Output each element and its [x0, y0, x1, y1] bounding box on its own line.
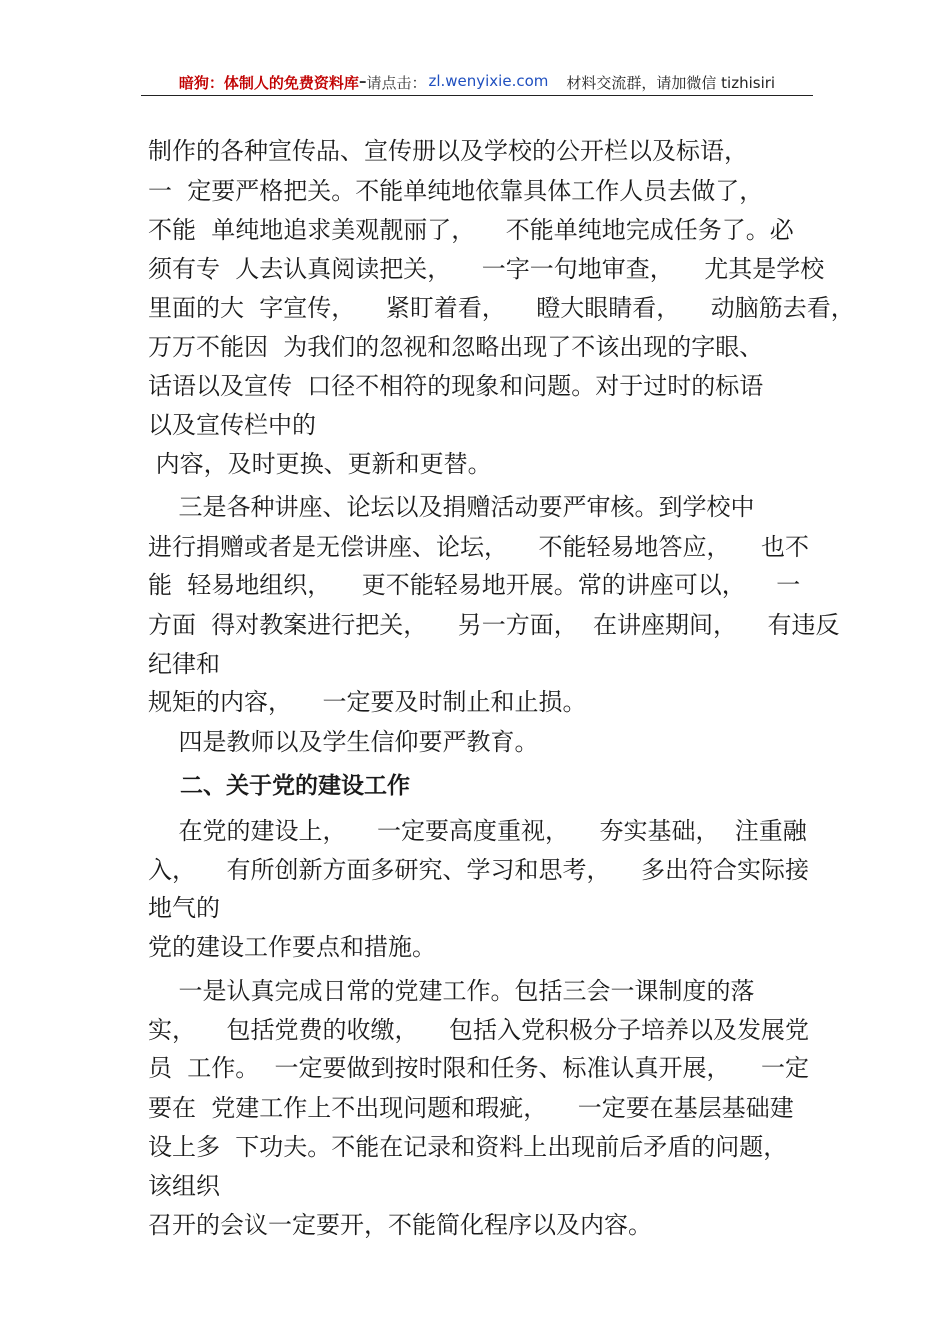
body-line: 话语以及宣传 口径不相符的现象和问题。对于过时的标语 [148, 372, 764, 400]
body-line: 实， 包括党费的收缴， 包括入党积极分子培养以及发展党 [148, 1016, 810, 1044]
body-line: 要在 党建工作上不出现问题和瑕疵， 一定要在基层基础建 [148, 1094, 794, 1122]
body-line: 召开的会议一定要开，不能简化程序以及内容。 [148, 1211, 652, 1239]
body-line: 制作的各种宣传品、宣传册以及学校的公开栏以及标语， [148, 137, 748, 165]
body-line: 方面 得对教案进行把关， 另一方面， 在讲座期间， 有违反 [148, 611, 840, 639]
header-group-info: 材料交流群，请加微信 tizhisiri [566, 74, 776, 92]
body-line: 一 定要严格把关。不能单纯地依靠具体工作人员去做了， [148, 177, 764, 205]
page-header [141, 68, 813, 96]
body-line: 内容，及时更换、更新和更替。 [148, 450, 492, 478]
body-line: 四是教师以及学生信仰要严教育。 [148, 728, 539, 756]
body-line: 该组织 [148, 1172, 220, 1200]
body-line: 纪律和 [148, 650, 220, 678]
body-line: 三是各种讲座、论坛以及捐赠活动要严审核。到学校中 [148, 493, 755, 521]
body-line: 进行捐赠或者是无偿讲座、论坛， 不能轻易地答应， 也不 [148, 533, 810, 561]
section-heading: 二、关于党的建设工作 [148, 773, 411, 799]
header-dash: – [358, 72, 367, 90]
header-link[interactable]: zl.wenyixie.com [428, 72, 549, 90]
body-line: 里面的大 字宣传， 紧盯着看， 瞪大眼睛看， 动脑筋去看， [148, 294, 855, 322]
body-line: 须有专 人去认真阅读把关， 一字一句地审查， 尤其是学校 [148, 255, 825, 283]
body-line: 在党的建设上， 一定要高度重视， 夯实基础， 注重融 [148, 817, 807, 845]
body-line: 以及宣传栏中的 [148, 411, 316, 439]
body-line: 不能 单纯地追求美观靓丽了， 不能单纯地完成任务了。必 [148, 216, 794, 244]
header-brand: 暗狗：体制人的免费资料库 [178, 74, 359, 92]
body-line: 能 轻易地组织， 更不能轻易地开展。常的讲座可以， 一 [148, 571, 801, 599]
body-line: 入， 有所创新方面多研究、学习和思考， 多出符合实际接 [148, 856, 810, 884]
body-line: 万万不能因 为我们的忽视和忽略出现了不该出现的字眼、 [148, 333, 764, 361]
body-line: 地气的 [148, 894, 220, 922]
header-prompt: 请点击： [366, 74, 427, 92]
body-line: 规矩的内容， 一定要及时制止和止损。 [148, 688, 587, 716]
body-line: 党的建设工作要点和措施。 [148, 933, 436, 961]
body-line: 员 工作。 一定要做到按时限和任务、标准认真开展， 一定 [148, 1054, 810, 1082]
body-line: 一是认真完成日常的党建工作。包括三会一课制度的落 [148, 977, 755, 1005]
body-line: 设上多 下功夫。不能在记录和资料上出现前后矛盾的问题， [148, 1133, 788, 1161]
